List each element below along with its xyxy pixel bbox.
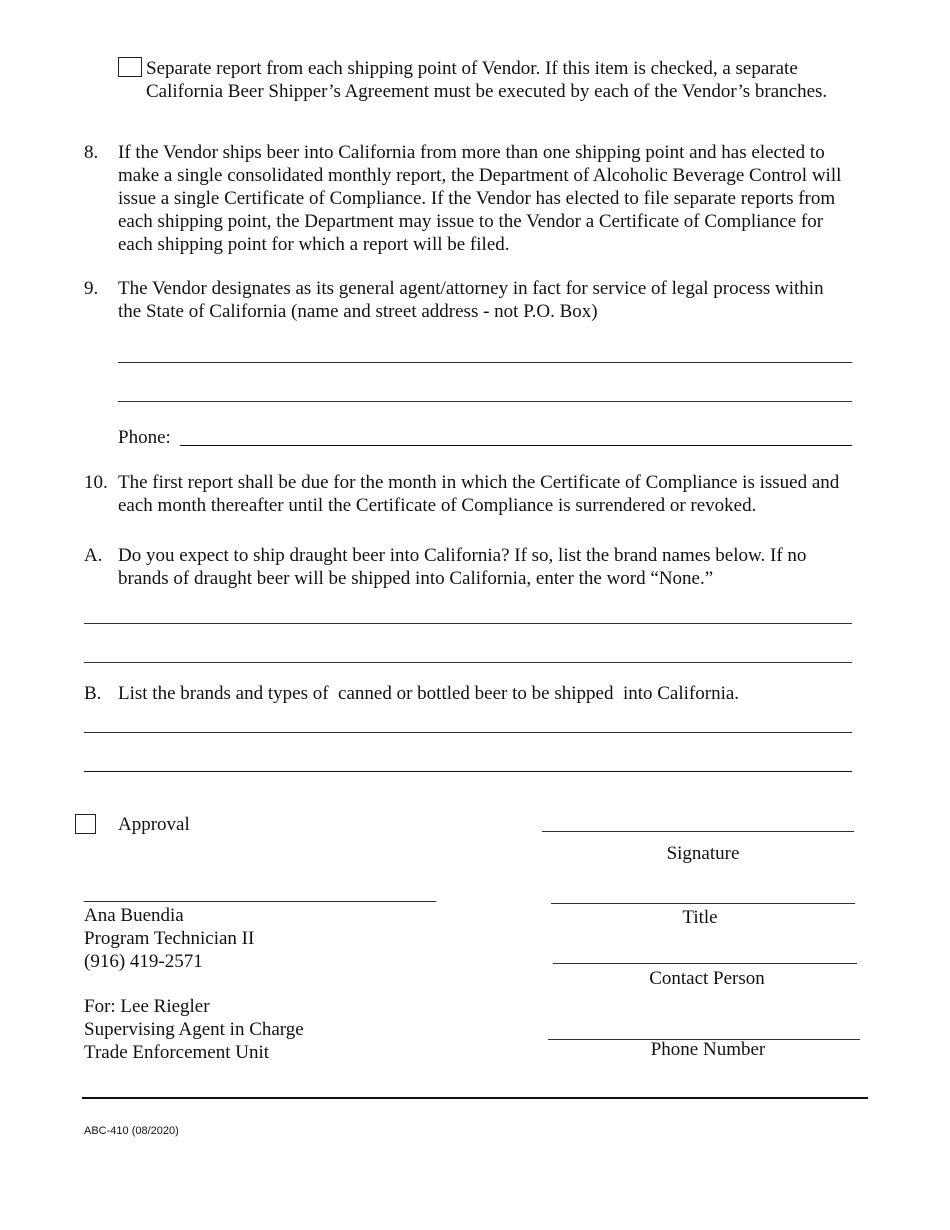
item-10-number: 10.: [84, 472, 108, 493]
title-label: Title: [682, 907, 718, 928]
approver-phone: (916) 419-2571: [84, 951, 203, 972]
item-10-text: The first report shall be due for the month in which the Certificate of Compliance is issued and each month thereafter until the Certificate of Compliance is surrendered or revoked.: [118, 472, 840, 516]
separate-report-text: Separate report from each shipping point of Vendor. If this item is checked, a separate California Beer Shipper’s Agreement must be executed by each of the Vendor’s branches.: [146, 58, 828, 102]
signature-line[interactable]: [542, 831, 854, 832]
contact-person-line[interactable]: [553, 963, 857, 964]
item-9-number: 9.: [84, 278, 99, 299]
item-b-letter: B.: [84, 683, 102, 704]
draught-brands-line-2[interactable]: [84, 662, 852, 663]
item-b-text: List the brands and types of canned or bottled beer to be shipped into California.: [118, 683, 740, 704]
agent-phone-line[interactable]: [180, 445, 852, 446]
agent-phone-label: Phone:: [118, 427, 171, 448]
canned-brands-line-1[interactable]: [84, 732, 852, 733]
agent-name-line[interactable]: [118, 362, 852, 363]
item-9-text: The Vendor designates as its general agent/attorney in fact for service of legal process within the State of California (name and street address - not P.O. Box): [118, 278, 824, 322]
signature-label: Signature: [666, 843, 740, 864]
title-line[interactable]: [551, 903, 855, 904]
approver-for-line: For: Lee Riegler: [84, 996, 210, 1017]
agent-address-line[interactable]: [118, 401, 852, 402]
approver-for-title: Supervising Agent in Charge: [84, 1019, 304, 1040]
approver-unit: Trade Enforcement Unit: [84, 1042, 270, 1063]
item-a-text: Do you expect to ship draught beer into California? If so, list the brand names below. If no brands of draught beer will be shipped into California, enter the word “None.”: [118, 545, 807, 589]
phone-number-label: Phone Number: [650, 1039, 766, 1060]
approval-checkbox[interactable]: [75, 814, 96, 834]
contact-person-label: Contact Person: [649, 968, 765, 989]
approver-signature-line[interactable]: [84, 901, 436, 902]
draught-brands-line-1[interactable]: [84, 623, 852, 624]
item-8-text: If the Vendor ships beer into California from more than one shipping point and has elected to make a single consolidated monthly report, the Department of Alcoholic Beverage Control will issue a single Certificate of Compliance. If the Vendor has elected to file separate reports from each shipping point, the Department may issue to the Vendor a Certificate of Compliance for each shipping point for which a report will be filed.: [118, 142, 842, 255]
item-8-number: 8.: [84, 142, 99, 163]
footer-divider: [82, 1097, 868, 1099]
approval-label: Approval: [118, 814, 190, 835]
approver-name: Ana Buendia: [84, 905, 184, 926]
item-a-letter: A.: [84, 545, 103, 566]
approver-title: Program Technician II: [84, 928, 255, 949]
separate-report-checkbox[interactable]: [118, 57, 142, 77]
form-code: ABC-410 (08/2020): [84, 1125, 179, 1137]
canned-brands-line-2[interactable]: [84, 771, 852, 772]
